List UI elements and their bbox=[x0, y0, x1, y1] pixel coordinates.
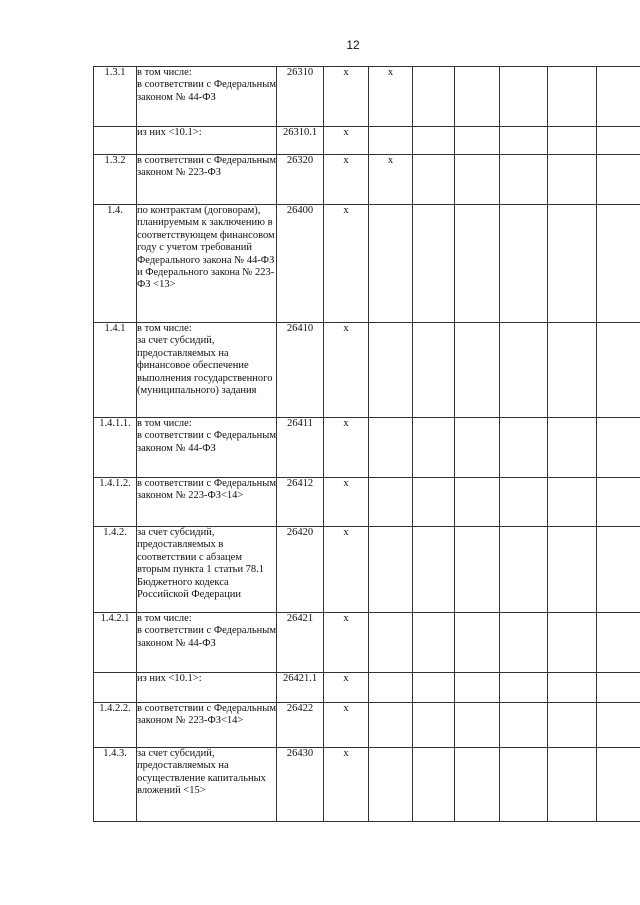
row-mark-1: x bbox=[324, 155, 369, 205]
row-empty-cell bbox=[597, 323, 640, 418]
row-mark-1: x bbox=[324, 127, 369, 155]
row-number: 1.4.3. bbox=[94, 748, 137, 822]
row-empty-cell bbox=[597, 673, 640, 703]
row-code: 26410 bbox=[277, 323, 324, 418]
row-mark-2 bbox=[369, 478, 413, 527]
row-empty-cell bbox=[548, 418, 597, 478]
row-empty-cell bbox=[500, 67, 548, 127]
row-empty-cell bbox=[597, 748, 640, 822]
row-mark-2: x bbox=[369, 155, 413, 205]
row-empty-cell bbox=[597, 703, 640, 748]
row-code: 26310 bbox=[277, 67, 324, 127]
row-name: в соответствии с Федеральным законом № 223-ФЗ<14> bbox=[137, 703, 277, 748]
row-empty-cell bbox=[455, 703, 500, 748]
row-mark-1: x bbox=[324, 703, 369, 748]
row-number bbox=[94, 127, 137, 155]
row-number: 1.4. bbox=[94, 205, 137, 323]
row-empty-cell bbox=[500, 127, 548, 155]
row-empty-cell bbox=[455, 155, 500, 205]
row-empty-cell bbox=[597, 478, 640, 527]
row-name: в соответствии с Федеральным законом № 223-ФЗ<14> bbox=[137, 478, 277, 527]
row-name: из них <10.1>: bbox=[137, 673, 277, 703]
row-empty-cell bbox=[413, 703, 455, 748]
row-name: по контрактам (договорам), планируемым к заключению в соответствующем финансовом году с учетом требований Федерального закона № 44-ФЗ и Федерального закона № 223-ФЗ <13> bbox=[137, 205, 277, 323]
row-empty-cell bbox=[548, 205, 597, 323]
row-mark-2 bbox=[369, 323, 413, 418]
row-empty-cell bbox=[500, 205, 548, 323]
row-empty-cell bbox=[413, 67, 455, 127]
row-empty-cell bbox=[548, 67, 597, 127]
row-empty-cell bbox=[548, 527, 597, 613]
row-empty-cell bbox=[455, 527, 500, 613]
row-mark-2 bbox=[369, 613, 413, 673]
row-number: 1.3.1 bbox=[94, 67, 137, 127]
row-mark-1: x bbox=[324, 478, 369, 527]
row-mark-1: x bbox=[324, 527, 369, 613]
row-mark-2 bbox=[369, 418, 413, 478]
row-empty-cell bbox=[597, 613, 640, 673]
row-number: 1.4.2.2. bbox=[94, 703, 137, 748]
row-number: 1.4.2.1 bbox=[94, 613, 137, 673]
row-name: за счет субсидий, предоставляемых в соответствии с абзацем вторым пункта 1 статьи 78.1 Бюджетного кодекса Российской Федерации bbox=[137, 527, 277, 613]
row-name: в соответствии с Федеральным законом № 223-ФЗ bbox=[137, 155, 277, 205]
row-mark-2 bbox=[369, 703, 413, 748]
row-name: в том числе: за счет субсидий, предоставляемых на финансовое обеспечение выполнения государственного (муниципального) задания bbox=[137, 323, 277, 418]
row-empty-cell bbox=[413, 418, 455, 478]
table-row bbox=[94, 155, 640, 205]
row-empty-cell bbox=[455, 67, 500, 127]
row-number bbox=[94, 673, 137, 703]
row-empty-cell bbox=[455, 418, 500, 478]
table-row bbox=[94, 205, 640, 323]
row-code: 26422 bbox=[277, 703, 324, 748]
row-mark-1: x bbox=[324, 673, 369, 703]
row-name: в том числе: в соответствии с Федеральным законом № 44-ФЗ bbox=[137, 418, 277, 478]
row-number: 1.3.2 bbox=[94, 155, 137, 205]
row-empty-cell bbox=[413, 613, 455, 673]
table-row bbox=[94, 527, 640, 613]
row-empty-cell bbox=[413, 205, 455, 323]
row-empty-cell bbox=[413, 478, 455, 527]
row-mark-2 bbox=[369, 205, 413, 323]
row-mark-1: x bbox=[324, 323, 369, 418]
row-mark-1: x bbox=[324, 205, 369, 323]
table-row bbox=[94, 703, 640, 748]
row-empty-cell bbox=[413, 323, 455, 418]
row-empty-cell bbox=[413, 155, 455, 205]
row-name: в том числе: в соответствии с Федеральным законом № 44-ФЗ bbox=[137, 67, 277, 127]
row-empty-cell bbox=[548, 703, 597, 748]
row-code: 26320 bbox=[277, 155, 324, 205]
row-empty-cell bbox=[548, 478, 597, 527]
row-mark-1: x bbox=[324, 67, 369, 127]
row-number: 1.4.1.2. bbox=[94, 478, 137, 527]
row-empty-cell bbox=[597, 527, 640, 613]
row-mark-1: x bbox=[324, 748, 369, 822]
row-empty-cell bbox=[548, 673, 597, 703]
row-code: 26421 bbox=[277, 613, 324, 673]
table-body bbox=[94, 67, 640, 822]
row-empty-cell bbox=[455, 205, 500, 323]
table-row bbox=[94, 127, 640, 155]
row-empty-cell bbox=[500, 527, 548, 613]
row-empty-cell bbox=[597, 67, 640, 127]
row-code: 26420 bbox=[277, 527, 324, 613]
row-code: 26421.1 bbox=[277, 673, 324, 703]
row-mark-1: x bbox=[324, 613, 369, 673]
row-empty-cell bbox=[455, 613, 500, 673]
row-empty-cell bbox=[500, 155, 548, 205]
row-empty-cell bbox=[455, 127, 500, 155]
row-name: за счет субсидий, предоставляемых на осуществление капитальных вложений <15> bbox=[137, 748, 277, 822]
row-mark-1: x bbox=[324, 418, 369, 478]
row-empty-cell bbox=[548, 613, 597, 673]
table-row bbox=[94, 748, 640, 822]
row-name: из них <10.1>: bbox=[137, 127, 277, 155]
row-empty-cell bbox=[455, 478, 500, 527]
table-row bbox=[94, 67, 640, 127]
row-empty-cell bbox=[413, 673, 455, 703]
row-empty-cell bbox=[500, 478, 548, 527]
row-empty-cell bbox=[413, 748, 455, 822]
row-empty-cell bbox=[413, 127, 455, 155]
table-row bbox=[94, 613, 640, 673]
row-number: 1.4.1 bbox=[94, 323, 137, 418]
row-name: в том числе: в соответствии с Федеральным законом № 44-ФЗ bbox=[137, 613, 277, 673]
row-empty-cell bbox=[548, 323, 597, 418]
page-number: 12 bbox=[346, 38, 360, 52]
row-empty-cell bbox=[500, 748, 548, 822]
table-row bbox=[94, 323, 640, 418]
row-mark-2 bbox=[369, 527, 413, 613]
row-mark-2: x bbox=[369, 67, 413, 127]
table-row bbox=[94, 673, 640, 703]
table-row bbox=[94, 478, 640, 527]
row-empty-cell bbox=[597, 418, 640, 478]
row-number: 1.4.2. bbox=[94, 527, 137, 613]
row-code: 26411 bbox=[277, 418, 324, 478]
table-row bbox=[94, 418, 640, 478]
row-empty-cell bbox=[597, 127, 640, 155]
row-empty-cell bbox=[455, 323, 500, 418]
row-code: 26412 bbox=[277, 478, 324, 527]
row-empty-cell bbox=[548, 748, 597, 822]
row-empty-cell bbox=[500, 703, 548, 748]
row-number: 1.4.1.1. bbox=[94, 418, 137, 478]
row-empty-cell bbox=[500, 613, 548, 673]
row-empty-cell bbox=[597, 205, 640, 323]
row-code: 26310.1 bbox=[277, 127, 324, 155]
row-code: 26430 bbox=[277, 748, 324, 822]
row-empty-cell bbox=[455, 748, 500, 822]
row-empty-cell bbox=[500, 418, 548, 478]
row-empty-cell bbox=[500, 323, 548, 418]
row-empty-cell bbox=[500, 673, 548, 703]
row-empty-cell bbox=[548, 127, 597, 155]
row-mark-2 bbox=[369, 673, 413, 703]
row-empty-cell bbox=[455, 673, 500, 703]
row-code: 26400 bbox=[277, 205, 324, 323]
row-empty-cell bbox=[413, 527, 455, 613]
row-empty-cell bbox=[597, 155, 640, 205]
row-mark-2 bbox=[369, 748, 413, 822]
report-table bbox=[93, 66, 640, 822]
row-empty-cell bbox=[548, 155, 597, 205]
row-mark-2 bbox=[369, 127, 413, 155]
